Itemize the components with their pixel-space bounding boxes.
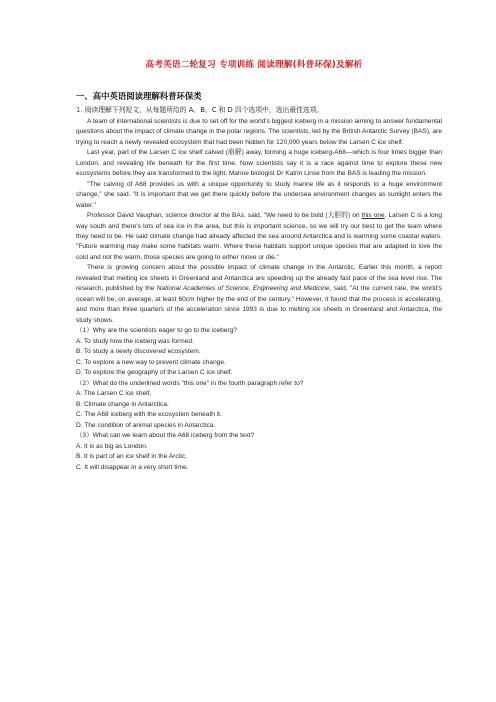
option-d: D. To explore the geography of the Larsen C ice shelf. (76, 369, 233, 377)
passage-paragraph-2: Last year, part of the Larsen C ice shelf calved (崩解) away, forming a huge iceberg-A68—which is four times bigger than London, and revealing life beneath for the first time. Now scientists say it is a race against time to explore these new ecosystems before they are transformed to the light. Marine biologist Dr Katrin Linse from the BAS is leading the mission. (76, 149, 442, 178)
underlined-words: this one (361, 212, 385, 220)
question-stem: （1）Why are the scientists eager to go to the iceberg? (76, 327, 237, 335)
instruction-line (76, 104, 442, 114)
question-stem: （2）What do the underlined words "this one" in the fourth paragraph refer to? (76, 379, 304, 387)
question-3 (76, 431, 442, 473)
paragraph-4-text-end: . Larsen C is a long way south and there's lots of sea ice in the area, but this is important science, so we will try our best to get the team where they need to be. He said climate change had already affected the sea around Antarctica and is warming some coastal waters. "Future warming may make some habitats warm. Where these habitats support unique species that are adapted to love the cold and not the warm, those species are going to either move or die." (76, 212, 442, 261)
option-b: B. It is part of an ice shelf in the Arctic. (76, 453, 187, 461)
question-stem: （3）What can we learn about the A68 iceberg from the text? (76, 432, 255, 440)
option-c: C. To explore a new way to prevent climate change. (76, 358, 226, 366)
passage-paragraph-5 (76, 263, 442, 326)
passage-paragraph-3: "The calving of A68 provides us with a unique opportunity to study marine life as it responds to a huge environment change," she said. "It is important that we get there quickly before the undersea environment changes as sunlight enters the water." (76, 180, 442, 209)
option-d: D. The condition of animal species in Antarctica. (76, 421, 216, 429)
question-2 (76, 379, 442, 432)
option-b: B. To study a newly discovered ecosystem. (76, 348, 201, 356)
instruction-number: 1. (76, 106, 83, 114)
option-a: A. It is as big as London. (76, 442, 148, 450)
option-c: C. It will disappear in a very short time. (76, 463, 189, 471)
passage-paragraph-1: A team of international scientists is due to set off for the world's biggest iceberg in a mission aiming to answer fundamental questions about the impact of climate change in the polar regions. The scientists, led by the British Antarctic Survey (BAS), are trying to reach a newly revealed ecosystem that had been hidden for 120,000 years below the Larsen C ice shelf. (76, 118, 442, 146)
paragraph-5-text-start: There is growing concern about the possible impact of climate change in the Antarctic. Earlier this month, a report revealed that melting ice sheets in Greenland and Antarctica are speeding up the already fast pace of the sea level rise. The research, published by the (76, 264, 442, 293)
section-heading: 一、高中英语阅读理解科普环保类 (76, 91, 202, 101)
document-title: 高考英语二轮复习 专项训练 阅读理解(科普环保)及解析 (145, 60, 363, 70)
paragraph-5-text-end: , said, "At the current rate, the world's ocean will be, on average, at least 60cm higher by the end of the century." However, it found that the process is accelerating, and more than three quarters of the acceleration since 1993 is due to melting ice sheets in Greenland and Antarctica, the study shows. (76, 285, 442, 324)
option-b: B. Climate change in Antarctica. (76, 400, 169, 408)
paragraph-4-text-start: Professor David Vaughan, science director at the BAs, said, "We need to be bold (大胆的) on (87, 212, 362, 220)
instruction-text: 阅读理解下列短文，从每题所给的 A、B、C 和 D 四个选项中，选出最佳选项。 (84, 106, 324, 114)
italic-publication-name: National Academies of Science, Engineering and Medicine (156, 285, 330, 293)
option-a: A. To study how the iceberg was formed. (76, 337, 194, 345)
passage-paragraph-4 (76, 211, 442, 263)
question-1 (76, 326, 442, 379)
option-a: A. The Larsen C ice shelf. (76, 390, 152, 398)
option-c: C. The A68 iceberg with the ecosystem beneath it. (76, 411, 222, 419)
